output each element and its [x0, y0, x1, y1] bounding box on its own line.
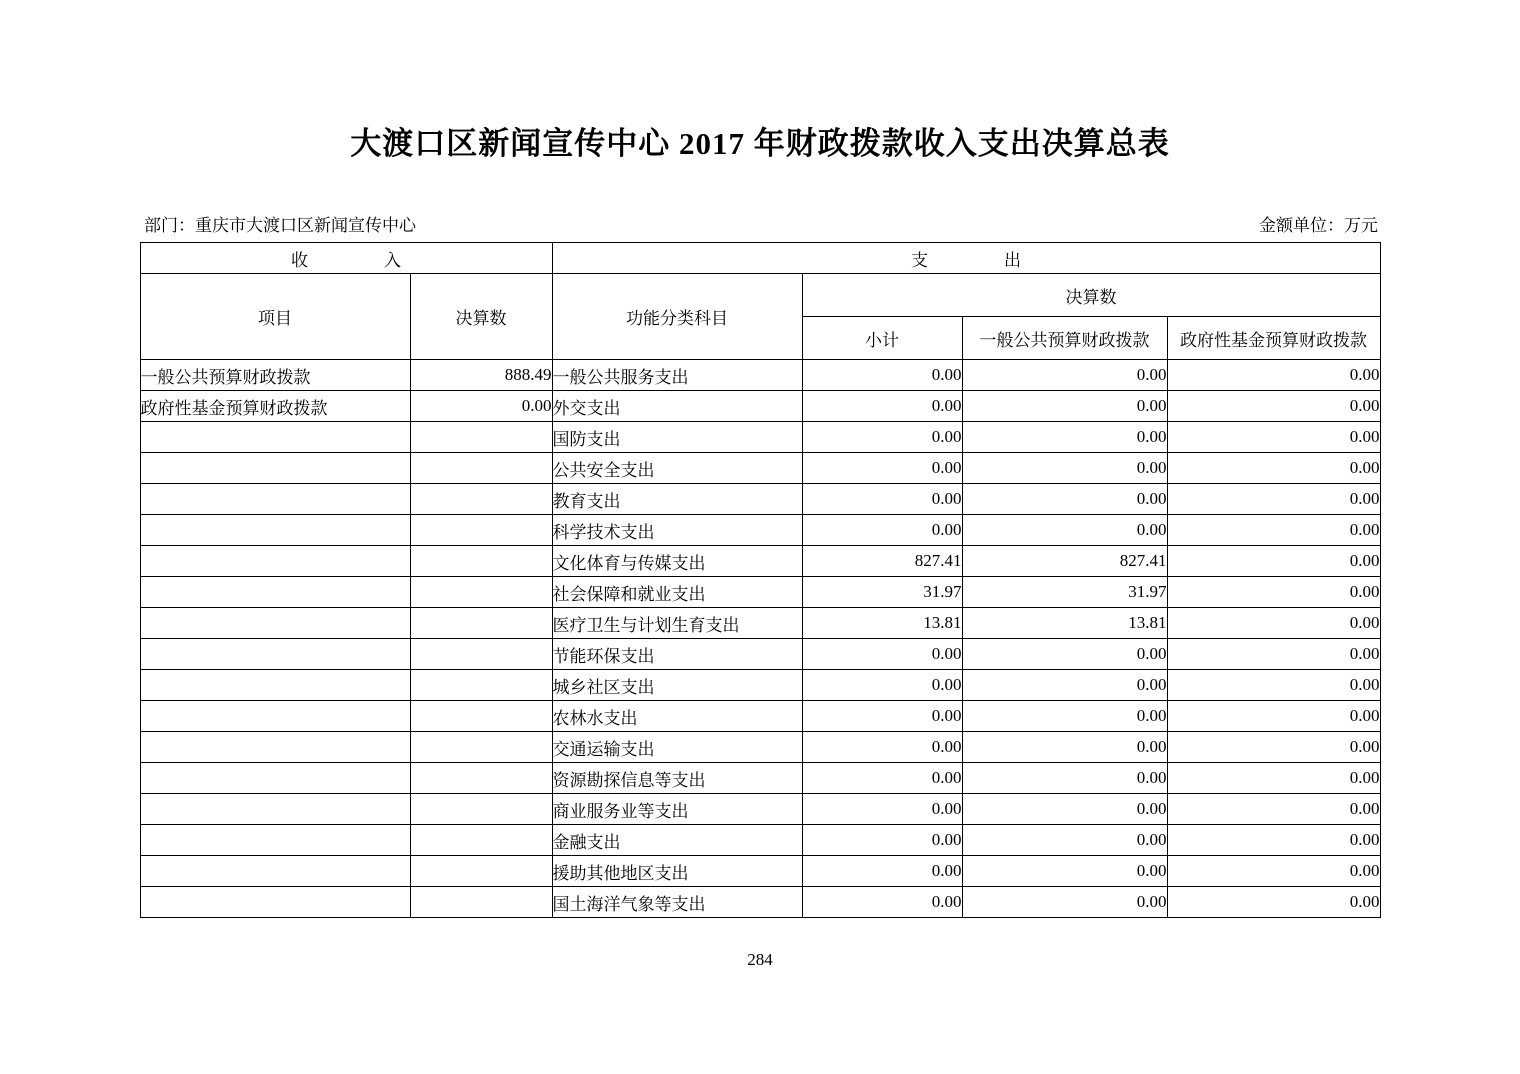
expense-gov-fund-value: 0.00 — [1167, 732, 1380, 763]
expense-gov-fund-value: 0.00 — [1167, 453, 1380, 484]
expense-category-label: 资源勘探信息等支出 — [552, 763, 802, 794]
expense-general-budget-value: 13.81 — [962, 608, 1167, 639]
expense-category-label: 外交支出 — [552, 391, 802, 422]
table-row — [140, 887, 1380, 918]
table-row — [140, 546, 1380, 577]
income-empty-cell — [140, 701, 410, 732]
expense-general-budget-value: 0.00 — [962, 763, 1167, 794]
expense-category-label: 交通运输支出 — [552, 732, 802, 763]
income-empty-cell — [140, 732, 410, 763]
expense-general-budget-value: 0.00 — [962, 701, 1167, 732]
amount-unit-label: 金额单位：万元 — [1259, 216, 1378, 235]
income-empty-value-cell — [410, 608, 552, 639]
expense-general-budget-value: 0.00 — [962, 732, 1167, 763]
header-general-public-budget: 一般公共预算财政拨款 — [962, 317, 1167, 360]
expense-category-label: 教育支出 — [552, 484, 802, 515]
income-empty-value-cell — [410, 887, 552, 918]
expense-gov-fund-value: 0.00 — [1167, 794, 1380, 825]
expense-subtotal-value: 0.00 — [802, 670, 962, 701]
table-row — [140, 515, 1380, 546]
expense-general-budget-value: 0.00 — [962, 794, 1167, 825]
expense-category-label: 节能环保支出 — [552, 639, 802, 670]
expense-category-label: 公共安全支出 — [552, 453, 802, 484]
table-row — [140, 825, 1380, 856]
meta-row — [140, 163, 1380, 242]
table-row — [140, 360, 1380, 391]
table-group-header-row — [140, 243, 1380, 274]
expense-gov-fund-value: 0.00 — [1167, 484, 1380, 515]
income-item-label: 政府性基金预算财政拨款 — [140, 391, 410, 422]
header-item: 项目 — [140, 274, 410, 360]
expense-subtotal-value: 31.97 — [802, 577, 962, 608]
expense-subtotal-value: 0.00 — [802, 515, 962, 546]
income-empty-value-cell — [410, 825, 552, 856]
expense-gov-fund-value: 0.00 — [1167, 577, 1380, 608]
expense-general-budget-value: 0.00 — [962, 670, 1167, 701]
group-header-income: 收 入 — [140, 243, 552, 274]
expense-subtotal-value: 0.00 — [802, 732, 962, 763]
income-empty-cell — [140, 484, 410, 515]
header-subtotal: 小计 — [802, 317, 962, 360]
income-empty-value-cell — [410, 794, 552, 825]
income-empty-value-cell — [410, 453, 552, 484]
table-row — [140, 670, 1380, 701]
income-empty-value-cell — [410, 670, 552, 701]
expense-category-label: 金融支出 — [552, 825, 802, 856]
income-empty-cell — [140, 670, 410, 701]
table-row — [140, 639, 1380, 670]
expense-general-budget-value: 0.00 — [962, 391, 1167, 422]
expense-general-budget-value: 0.00 — [962, 422, 1167, 453]
income-empty-cell — [140, 608, 410, 639]
header-income-final: 决算数 — [410, 274, 552, 360]
expense-general-budget-value: 0.00 — [962, 515, 1167, 546]
income-empty-cell — [140, 763, 410, 794]
expense-gov-fund-value: 0.00 — [1167, 608, 1380, 639]
expense-subtotal-value: 0.00 — [802, 825, 962, 856]
expense-subtotal-value: 0.00 — [802, 887, 962, 918]
income-empty-cell — [140, 639, 410, 670]
income-empty-value-cell — [410, 639, 552, 670]
expense-category-label: 社会保障和就业支出 — [552, 577, 802, 608]
expense-general-budget-value: 0.00 — [962, 856, 1167, 887]
expense-general-budget-value: 0.00 — [962, 484, 1167, 515]
income-item-value: 0.00 — [410, 391, 552, 422]
expense-gov-fund-value: 0.00 — [1167, 887, 1380, 918]
expense-category-label: 文化体育与传媒支出 — [552, 546, 802, 577]
table-row — [140, 701, 1380, 732]
income-empty-value-cell — [410, 546, 552, 577]
table-row — [140, 484, 1380, 515]
expense-subtotal-value: 0.00 — [802, 794, 962, 825]
income-empty-value-cell — [410, 732, 552, 763]
expense-subtotal-value: 0.00 — [802, 360, 962, 391]
expense-subtotal-value: 0.00 — [802, 639, 962, 670]
table-row — [140, 577, 1380, 608]
income-empty-value-cell — [410, 577, 552, 608]
expense-general-budget-value: 0.00 — [962, 453, 1167, 484]
expense-gov-fund-value: 0.00 — [1167, 360, 1380, 391]
income-empty-value-cell — [410, 515, 552, 546]
expense-gov-fund-value: 0.00 — [1167, 515, 1380, 546]
expense-general-budget-value: 0.00 — [962, 825, 1167, 856]
header-expense-final: 决算数 — [802, 274, 1380, 317]
expense-category-label: 城乡社区支出 — [552, 670, 802, 701]
table-row — [140, 422, 1380, 453]
expense-general-budget-value: 31.97 — [962, 577, 1167, 608]
income-empty-cell — [140, 887, 410, 918]
table-row — [140, 453, 1380, 484]
income-empty-cell — [140, 577, 410, 608]
expense-category-label: 一般公共服务支出 — [552, 360, 802, 391]
expense-gov-fund-value: 0.00 — [1167, 701, 1380, 732]
income-empty-cell — [140, 546, 410, 577]
expense-subtotal-value: 0.00 — [802, 422, 962, 453]
income-empty-cell — [140, 825, 410, 856]
expense-category-label: 科学技术支出 — [552, 515, 802, 546]
group-header-expense: 支 出 — [552, 243, 1380, 274]
table-row — [140, 763, 1380, 794]
expense-category-label: 医疗卫生与计划生育支出 — [552, 608, 802, 639]
expense-category-label: 国防支出 — [552, 422, 802, 453]
income-item-label: 一般公共预算财政拨款 — [140, 360, 410, 391]
expense-gov-fund-value: 0.00 — [1167, 391, 1380, 422]
income-empty-value-cell — [410, 856, 552, 887]
income-empty-cell — [140, 794, 410, 825]
expense-subtotal-value: 827.41 — [802, 546, 962, 577]
income-empty-cell — [140, 515, 410, 546]
income-empty-value-cell — [410, 763, 552, 794]
page-title: 大渡口区新闻宣传中心 2017 年财政拨款收入支出决算总表 — [350, 126, 1170, 161]
expense-gov-fund-value: 0.00 — [1167, 422, 1380, 453]
expense-general-budget-value: 827.41 — [962, 546, 1167, 577]
income-empty-cell — [140, 422, 410, 453]
expense-gov-fund-value: 0.00 — [1167, 763, 1380, 794]
header-function-category: 功能分类科目 — [552, 274, 802, 360]
income-empty-cell — [140, 453, 410, 484]
expense-subtotal-value: 0.00 — [802, 484, 962, 515]
expense-gov-fund-value: 0.00 — [1167, 639, 1380, 670]
table-row — [140, 732, 1380, 763]
income-item-value: 888.49 — [410, 360, 552, 391]
department-label: 部门：重庆市大渡口区新闻宣传中心 — [144, 216, 416, 235]
expense-general-budget-value: 0.00 — [962, 639, 1167, 670]
income-empty-cell — [140, 856, 410, 887]
expense-category-label: 农林水支出 — [552, 701, 802, 732]
table-row — [140, 856, 1380, 887]
expense-subtotal-value: 0.00 — [802, 856, 962, 887]
expense-gov-fund-value: 0.00 — [1167, 856, 1380, 887]
table-row — [140, 608, 1380, 639]
expense-subtotal-value: 0.00 — [802, 701, 962, 732]
page-number: 284 — [747, 950, 773, 969]
expense-gov-fund-value: 0.00 — [1167, 825, 1380, 856]
table-row — [140, 391, 1380, 422]
income-empty-value-cell — [410, 701, 552, 732]
income-empty-value-cell — [410, 422, 552, 453]
table-header-row-1 — [140, 274, 1380, 317]
table-row — [140, 794, 1380, 825]
header-gov-fund-budget: 政府性基金预算财政拨款 — [1167, 317, 1380, 360]
budget-table — [140, 242, 1381, 918]
expense-category-label: 商业服务业等支出 — [552, 794, 802, 825]
expense-gov-fund-value: 0.00 — [1167, 546, 1380, 577]
expense-subtotal-value: 0.00 — [802, 391, 962, 422]
expense-category-label: 国土海洋气象等支出 — [552, 887, 802, 918]
income-empty-value-cell — [410, 484, 552, 515]
expense-subtotal-value: 0.00 — [802, 453, 962, 484]
expense-subtotal-value: 13.81 — [802, 608, 962, 639]
expense-general-budget-value: 0.00 — [962, 887, 1167, 918]
expense-subtotal-value: 0.00 — [802, 763, 962, 794]
expense-general-budget-value: 0.00 — [962, 360, 1167, 391]
expense-gov-fund-value: 0.00 — [1167, 670, 1380, 701]
expense-category-label: 援助其他地区支出 — [552, 856, 802, 887]
